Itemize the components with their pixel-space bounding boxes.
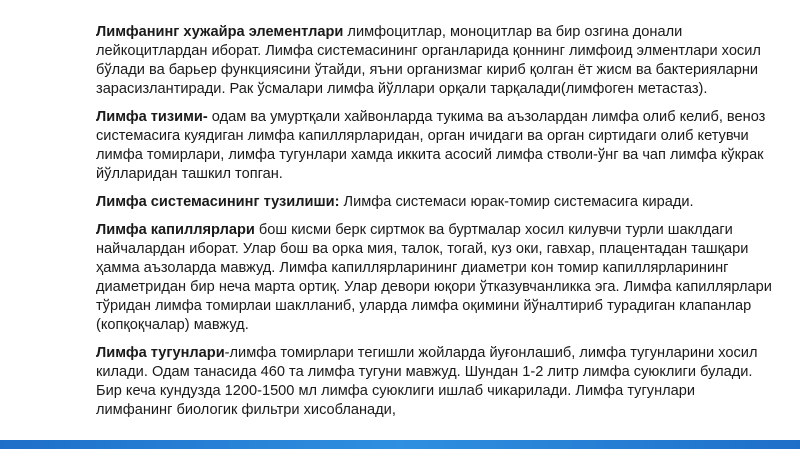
- paragraph-lymph-nodes: [96, 344, 772, 420]
- text-lymph-system: одам ва умуртқали хайвонларда тукима ва аъзолардан лимфа олиб келиб, веноз системасига куядиган лимфа капиллярларидан, орган ичидаги ва орган сиртидаги олиб кетувчи лимфа томирлари, лимфа тугунлари хамда иккита асосий лимфа стволи-ўнг ва чап лимфа кўкрак йўлларидан ташкил топган.: [96, 109, 766, 182]
- slide-content: [96, 23, 772, 429]
- paragraph-lymph-cell-elements: [96, 23, 772, 99]
- paragraph-lymph-capillaries: [96, 221, 772, 335]
- term-lymph-system: Лимфа тизими-: [96, 109, 208, 125]
- paragraph-lymph-system-structure: [96, 193, 772, 212]
- text-lymph-system-structure: Лимфа системаси юрак-томир системасига киради.: [339, 194, 694, 210]
- paragraph-lymph-system: [96, 108, 772, 184]
- term-lymph-nodes: Лимфа тугунлари: [96, 345, 225, 361]
- term-lymph-system-structure: Лимфа системасининг тузилиши:: [96, 194, 340, 210]
- term-lymph-cell-elements: Лимфанинг хужайра элементлари: [96, 24, 344, 40]
- bottom-accent-bar: [0, 440, 800, 449]
- text-lymph-nodes: -лимфа томирлари тегишли жойларда йуғонлашиб, лимфа тугунларини хосил килади. Одам танасида 460 та лимфа тугуни мавжуд. Шундан 1-2 литр лимфа суюклиги булади. Бир кеча кундузда 1200-1500 мл лимфа суюклиги ишлаб чикарилади. Лимфа тугунлари лимфанинг биологик фильтри хисобланади,: [96, 345, 758, 418]
- text-lymph-capillaries: бош кисми берк сиртмок ва буртмалар хосил килувчи турли шаклдаги найчалардан иборат. Улар бош ва орка мия, талок, тогай, куз оки, гавхар, плацентадан ташқари ҳамма аъзоларда мавжуд. Лимфа капиллярларининг диаметри кон томир капиллярларининг диаметридан бир неча марта ортиқ. Улар девори юқори ўтказувчанликка эга. Лимфа капиллярлари тўридан лимфа томирлаи шаклланиб, уларда лимфа оқимини йўналтириб турадиган клапанлар (копқоқчалар) мавжуд.: [96, 222, 772, 333]
- term-lymph-capillaries: Лимфа капиллярлари: [96, 222, 255, 238]
- text-lymph-cell-elements: лимфоцитлар, моноцитлар ва бир озгина донали лейкоцитлардан иборат. Лимфа системасининг органларида қоннинг лимфоид элментлари хосил бўлади ва барьер функциясини ўтайди, яъни организмаг кириб қолган ёт жисм ва бактерияларни зарасизлантиради. Рак ўсмалари лимфа йўллари орқали тарқалади(лимфоген метастаз).: [96, 24, 761, 97]
